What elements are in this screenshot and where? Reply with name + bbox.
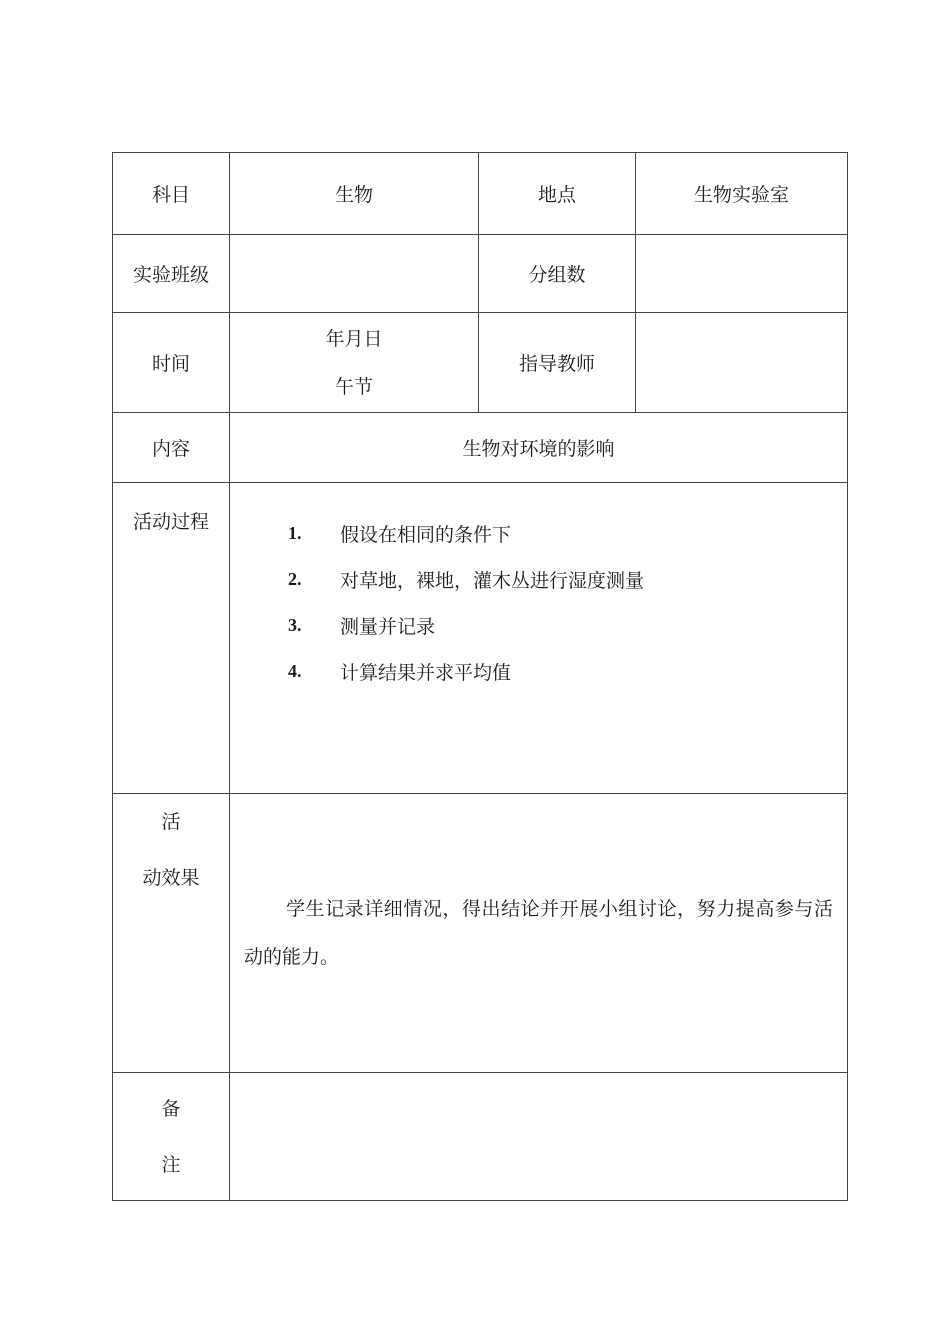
step-text: 对草地，裸地，灌木丛进行湿度测量: [340, 569, 645, 592]
effect-row: [113, 794, 848, 1073]
content-label: 内容: [113, 413, 230, 483]
effect-label-line2: 动效果: [142, 867, 200, 889]
notes-label: [113, 1073, 230, 1201]
location-value: 生物实验室: [636, 153, 848, 235]
content-row: [113, 413, 848, 483]
notes-label-line2: 注: [161, 1153, 181, 1176]
subject-row: [113, 153, 848, 235]
process-label: 活动过程: [113, 483, 230, 794]
effect-label: [113, 794, 230, 1073]
step-text: 测量并记录: [340, 615, 436, 638]
class-row: [113, 235, 848, 313]
step-number: 3.: [288, 614, 302, 635]
process-row: [113, 483, 848, 794]
location-label: 地点: [479, 153, 636, 235]
content-value: 生物对环境的影响: [230, 413, 848, 483]
class-label: 实验班级: [113, 235, 230, 313]
notes-value: [230, 1073, 848, 1201]
process-steps-cell: [230, 483, 848, 794]
step-number: 2.: [288, 568, 302, 589]
time-date-line: 年月日: [325, 327, 383, 350]
notes-row: [113, 1073, 848, 1201]
time-label: 时间: [113, 313, 230, 413]
process-step: [288, 643, 847, 699]
groups-label: 分组数: [479, 235, 636, 313]
subject-value: 生物: [230, 153, 479, 235]
time-value: [230, 313, 479, 413]
notes-label-line1: 备: [161, 1097, 181, 1120]
experiment-record-table: [112, 152, 848, 1201]
class-value: [230, 235, 479, 313]
time-period-line: 午节: [334, 375, 373, 398]
groups-value: [636, 235, 848, 313]
effect-text-cell: [230, 794, 848, 1073]
subject-label: 科目: [113, 153, 230, 235]
time-row: [113, 313, 848, 413]
step-text: 计算结果并求平均值: [340, 661, 512, 684]
step-text: 假设在相同的条件下: [340, 523, 512, 546]
process-steps-list: [230, 483, 847, 699]
teacher-value: [636, 313, 848, 413]
step-number: 1.: [288, 522, 302, 543]
effect-label-line1: 活: [161, 811, 181, 833]
step-number: 4.: [288, 660, 302, 681]
teacher-label: 指导教师: [479, 313, 636, 413]
effect-text: 学生记录详细情况，得出结论并开展小组讨论，努力提高参与活动的能力。: [244, 898, 833, 968]
